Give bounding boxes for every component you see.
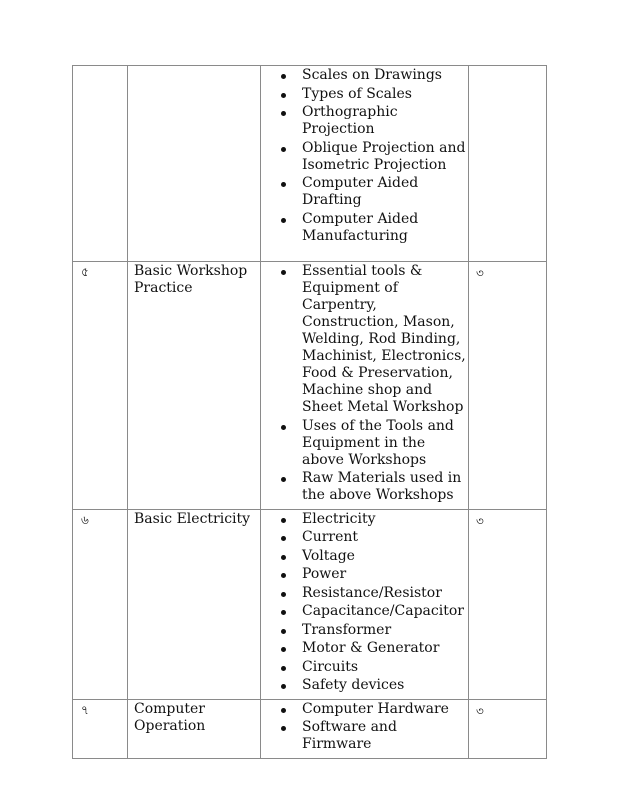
- bullet-icon: [281, 647, 286, 652]
- bullet-icon: [281, 684, 286, 689]
- bullet-icon: [281, 111, 286, 116]
- bullet-icon: [281, 573, 286, 578]
- bullet-icon: [281, 218, 286, 223]
- credit-value: ৩: [469, 262, 547, 510]
- topic-item: Transformer: [261, 622, 468, 639]
- credit-value: ৩: [469, 699, 547, 758]
- topics-list: [261, 510, 468, 699]
- topic-item: Uses of the Tools and Equipment in the above Workshops: [261, 418, 468, 469]
- subject-name: Basic Electricity: [128, 509, 261, 699]
- syllabus-table-body: [73, 66, 547, 759]
- row-number: ৫: [73, 262, 128, 510]
- bullet-icon: [281, 477, 286, 482]
- table-row: [73, 66, 547, 262]
- topic-item: Capacitance/Capacitor: [261, 603, 468, 620]
- topic-item: Power: [261, 566, 468, 583]
- bullet-icon: [281, 93, 286, 98]
- topic-item: Oblique Projection and Isometric Projection: [261, 140, 468, 174]
- bullet-icon: [281, 726, 286, 731]
- bullet-icon: [281, 592, 286, 597]
- topic-item: Electricity: [261, 511, 468, 528]
- subject-name: Computer Operation: [128, 699, 261, 758]
- topic-item: Motor & Generator: [261, 640, 468, 657]
- topics-list: [261, 700, 468, 758]
- topic-item: Current: [261, 529, 468, 546]
- topic-item: Resistance/Resistor: [261, 585, 468, 602]
- bullet-icon: [281, 74, 286, 79]
- topic-item: Computer Hardware: [261, 701, 468, 718]
- table-row: [73, 509, 547, 699]
- topic-item: Types of Scales: [261, 86, 468, 103]
- topics-list: [261, 66, 468, 249]
- topic-item: Scales on Drawings: [261, 67, 468, 84]
- subject-name: Basic Workshop Practice: [128, 262, 261, 510]
- topic-item: Raw Materials used in the above Workshops: [261, 470, 468, 504]
- bullet-icon: [281, 147, 286, 152]
- bullet-icon: [281, 425, 286, 430]
- bullet-icon: [281, 182, 286, 187]
- bullet-icon: [281, 536, 286, 541]
- topic-item: Computer Aided Manufacturing: [261, 211, 468, 245]
- row-number: [73, 66, 128, 262]
- row-number: ৭: [73, 699, 128, 758]
- bullet-icon: [281, 518, 286, 523]
- topics-cell: [261, 699, 469, 758]
- topic-item: Circuits: [261, 659, 468, 676]
- subject-name: [128, 66, 261, 262]
- bullet-icon: [281, 666, 286, 671]
- topics-cell: [261, 509, 469, 699]
- bullet-icon: [281, 610, 286, 615]
- bullet-icon: [281, 629, 286, 634]
- credit-value: [469, 66, 547, 262]
- syllabus-table: [72, 65, 547, 759]
- topics-cell: [261, 262, 469, 510]
- topic-item: Orthographic Projection: [261, 104, 468, 138]
- topics-cell: [261, 66, 469, 262]
- topics-list: [261, 262, 468, 509]
- bullet-icon: [281, 555, 286, 560]
- topic-item: Voltage: [261, 548, 468, 565]
- bullet-icon: [281, 708, 286, 713]
- bullet-icon: [281, 270, 286, 275]
- table-row: [73, 699, 547, 758]
- table-row: [73, 262, 547, 510]
- topic-item: Safety devices: [261, 677, 468, 694]
- credit-value: ৩: [469, 509, 547, 699]
- topic-item: Computer Aided Drafting: [261, 175, 468, 209]
- topic-item: Essential tools & Equipment of Carpentry, Construction, Mason, Welding, Rod Binding, Machinist, Electronics, Food & Preservation, Machine shop and Sheet Metal Workshop: [261, 263, 468, 416]
- row-number: ৬: [73, 509, 128, 699]
- topic-item: Software and Firmware: [261, 719, 468, 753]
